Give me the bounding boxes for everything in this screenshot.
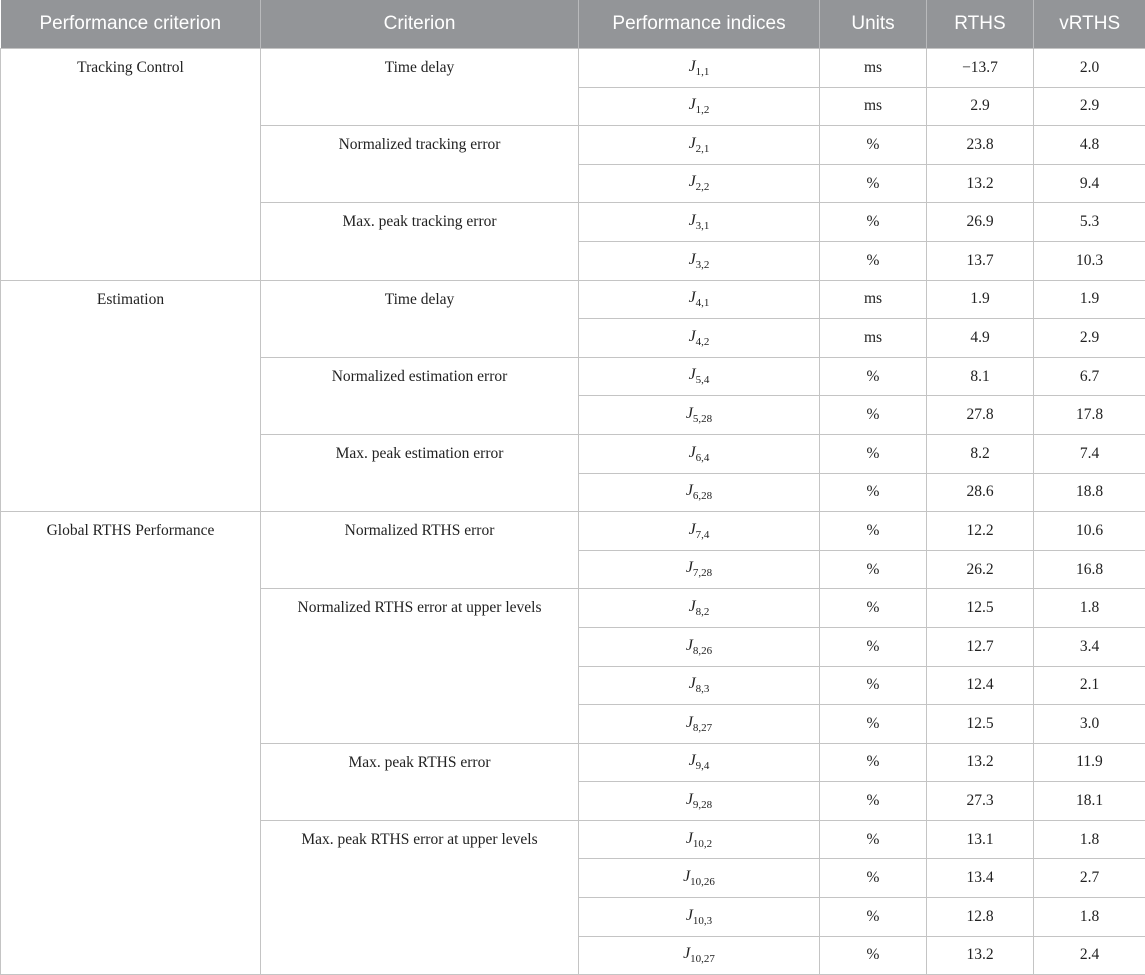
index-symbol: J [689,366,696,383]
vrths-value-cell: 4.8 [1034,126,1145,165]
rths-value-cell: 4.9 [927,319,1034,358]
group-name-cell: Tracking Control [1,49,261,281]
rths-value-cell: −13.7 [927,49,1034,88]
rths-value-cell: 27.3 [927,782,1034,821]
index-subscript: 3,2 [696,259,710,271]
units-cell: % [820,589,927,628]
index-label [689,173,710,190]
header-criterion: Criterion [261,0,579,49]
index-label [686,405,712,422]
index-label [689,752,710,769]
table-body [1,49,1145,975]
performance-index-cell [579,203,820,242]
criterion-name-cell: Max. peak RTHS error [261,743,579,820]
index-symbol: J [689,251,696,268]
index-subscript: 2,2 [696,182,710,194]
rths-value-cell: 13.2 [927,743,1034,782]
index-label [686,907,712,924]
rths-value-cell: 13.7 [927,241,1034,280]
performance-index-cell [579,126,820,165]
units-cell: ms [820,87,927,126]
index-subscript: 10,2 [693,838,712,850]
index-symbol: J [686,482,693,499]
index-subscript: 5,4 [696,375,710,387]
rths-value-cell: 1.9 [927,280,1034,319]
index-symbol: J [686,791,693,808]
index-subscript: 9,28 [693,799,712,811]
performance-index-cell [579,396,820,435]
index-label [686,482,712,499]
performance-index-cell [579,87,820,126]
performance-index-cell [579,666,820,705]
vrths-value-cell: 2.4 [1034,936,1145,975]
index-subscript: 5,28 [693,413,712,425]
vrths-value-cell: 2.9 [1034,87,1145,126]
vrths-value-cell: 3.4 [1034,627,1145,666]
units-cell: % [820,782,927,821]
index-symbol: J [686,559,693,576]
index-label [689,289,710,306]
index-subscript: 4,2 [696,336,710,348]
performance-index-cell [579,357,820,396]
index-label [689,521,710,538]
rths-value-cell: 13.2 [927,936,1034,975]
rths-value-cell: 12.8 [927,898,1034,937]
index-subscript: 8,3 [696,683,710,695]
vrths-value-cell: 1.8 [1034,820,1145,859]
index-label [689,212,710,229]
rths-value-cell: 28.6 [927,473,1034,512]
index-subscript: 9,4 [696,761,710,773]
vrths-value-cell: 18.8 [1034,473,1145,512]
header-performance-indices: Performance indices [579,0,820,49]
index-symbol: J [686,637,693,654]
units-cell: ms [820,49,927,88]
units-cell: % [820,898,927,937]
table-row [1,49,1145,88]
index-label [686,637,712,654]
vrths-value-cell: 1.8 [1034,589,1145,628]
index-label [686,830,712,847]
criterion-name-cell: Normalized RTHS error [261,512,579,589]
index-label [683,945,715,962]
index-subscript: 2,1 [696,143,710,155]
units-cell: % [820,550,927,589]
index-symbol: J [689,444,696,461]
rths-value-cell: 8.1 [927,357,1034,396]
criterion-name-cell: Max. peak RTHS error at upper levels [261,820,579,974]
index-label [686,559,712,576]
group-name-cell: Estimation [1,280,261,512]
units-cell: % [820,473,927,512]
units-cell: % [820,126,927,165]
vrths-value-cell: 18.1 [1034,782,1145,821]
rths-value-cell: 12.5 [927,705,1034,744]
index-subscript: 3,1 [696,220,710,232]
index-label [689,675,710,692]
performance-index-cell [579,627,820,666]
index-label [689,251,710,268]
units-cell: % [820,434,927,473]
index-subscript: 6,28 [693,490,712,502]
vrths-value-cell: 1.8 [1034,898,1145,937]
index-subscript: 7,4 [696,529,710,541]
index-symbol: J [689,675,696,692]
criterion-name-cell: Time delay [261,280,579,357]
rths-value-cell: 12.4 [927,666,1034,705]
performance-index-cell [579,782,820,821]
header-vrths: vRTHS [1034,0,1145,49]
performance-index-cell [579,241,820,280]
index-label [683,868,715,885]
index-symbol: J [689,96,696,113]
units-cell: % [820,859,927,898]
index-symbol: J [689,521,696,538]
performance-index-cell [579,859,820,898]
index-subscript: 10,3 [693,915,712,927]
units-cell: % [820,936,927,975]
rths-value-cell: 13.2 [927,164,1034,203]
units-cell: % [820,203,927,242]
units-cell: % [820,512,927,551]
index-subscript: 8,27 [693,722,712,734]
index-subscript: 1,1 [696,66,710,78]
index-subscript: 4,1 [696,297,710,309]
performance-index-cell [579,319,820,358]
group-name-cell: Global RTHS Performance [1,512,261,975]
vrths-value-cell: 16.8 [1034,550,1145,589]
performance-index-cell [579,49,820,88]
rths-value-cell: 8.2 [927,434,1034,473]
vrths-value-cell: 2.9 [1034,319,1145,358]
units-cell: % [820,705,927,744]
index-label [686,714,712,731]
performance-index-cell [579,280,820,319]
units-cell: % [820,396,927,435]
units-cell: ms [820,280,927,319]
index-label [689,444,710,461]
vrths-value-cell: 10.3 [1034,241,1145,280]
units-cell: ms [820,319,927,358]
vrths-value-cell: 1.9 [1034,280,1145,319]
index-symbol: J [689,212,696,229]
vrths-value-cell: 5.3 [1034,203,1145,242]
vrths-value-cell: 2.7 [1034,859,1145,898]
index-subscript: 1,2 [696,104,710,116]
performance-index-cell [579,512,820,551]
performance-index-cell [579,820,820,859]
header-rths: RTHS [927,0,1034,49]
index-symbol: J [689,289,696,306]
index-symbol: J [689,173,696,190]
index-symbol: J [689,598,696,615]
table-row [1,280,1145,319]
performance-index-cell [579,164,820,203]
index-symbol: J [683,868,690,885]
index-subscript: 8,2 [696,606,710,618]
index-subscript: 6,4 [696,452,710,464]
vrths-value-cell: 7.4 [1034,434,1145,473]
criterion-name-cell: Normalized tracking error [261,126,579,203]
index-symbol: J [689,58,696,75]
units-cell: % [820,743,927,782]
index-label [689,598,710,615]
index-symbol: J [686,405,693,422]
vrths-value-cell: 3.0 [1034,705,1145,744]
vrths-value-cell: 11.9 [1034,743,1145,782]
index-label [689,96,710,113]
rths-value-cell: 27.8 [927,396,1034,435]
performance-index-cell [579,743,820,782]
performance-index-cell [579,434,820,473]
table-row [1,512,1145,551]
rths-value-cell: 12.5 [927,589,1034,628]
performance-index-cell [579,550,820,589]
rths-value-cell: 26.2 [927,550,1034,589]
vrths-value-cell: 6.7 [1034,357,1145,396]
vrths-value-cell: 9.4 [1034,164,1145,203]
vrths-value-cell: 10.6 [1034,512,1145,551]
performance-index-cell [579,898,820,937]
index-symbol: J [689,752,696,769]
index-subscript: 7,28 [693,568,712,580]
units-cell: % [820,241,927,280]
index-symbol: J [689,328,696,345]
index-symbol: J [686,714,693,731]
rths-value-cell: 13.1 [927,820,1034,859]
criterion-name-cell: Normalized estimation error [261,357,579,434]
index-label [686,791,712,808]
index-label [689,328,710,345]
table-header [1,0,1145,49]
index-symbol: J [686,907,693,924]
vrths-value-cell: 2.1 [1034,666,1145,705]
performance-index-cell [579,705,820,744]
index-subscript: 10,27 [690,954,715,966]
header-units: Units [820,0,927,49]
units-cell: % [820,666,927,705]
criterion-name-cell: Normalized RTHS error at upper levels [261,589,579,743]
index-label [689,135,710,152]
index-label [689,58,710,75]
rths-value-cell: 13.4 [927,859,1034,898]
rths-value-cell: 12.2 [927,512,1034,551]
vrths-value-cell: 2.0 [1034,49,1145,88]
criterion-name-cell: Max. peak estimation error [261,434,579,511]
units-cell: % [820,627,927,666]
rths-value-cell: 12.7 [927,627,1034,666]
performance-index-cell [579,589,820,628]
rths-value-cell: 26.9 [927,203,1034,242]
index-label [689,366,710,383]
header-row [1,0,1145,49]
index-symbol: J [686,830,693,847]
rths-value-cell: 23.8 [927,126,1034,165]
units-cell: % [820,357,927,396]
performance-index-cell [579,936,820,975]
performance-index-cell [579,473,820,512]
header-performance-criterion: Performance criterion [1,0,261,49]
index-subscript: 8,26 [693,645,712,657]
index-subscript: 10,26 [690,876,715,888]
rths-value-cell: 2.9 [927,87,1034,126]
criterion-name-cell: Time delay [261,49,579,126]
units-cell: % [820,820,927,859]
vrths-value-cell: 17.8 [1034,396,1145,435]
criterion-name-cell: Max. peak tracking error [261,203,579,280]
index-symbol: J [683,945,690,962]
units-cell: % [820,164,927,203]
index-symbol: J [689,135,696,152]
